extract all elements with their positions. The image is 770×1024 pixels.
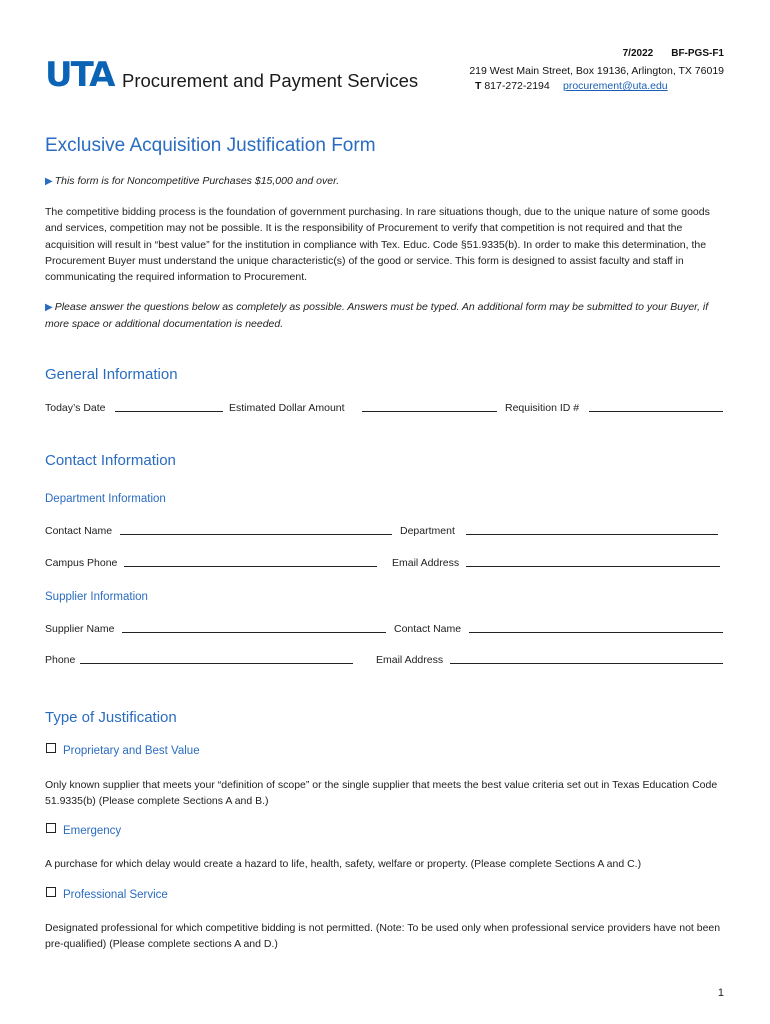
email-address-label: Email Address	[392, 557, 460, 569]
form-id-code: BF-PGS-F1	[671, 48, 724, 59]
professional-service-checkbox[interactable]	[46, 887, 56, 897]
professional-service-description: Designated professional for which competitive bidding is not permitted. (Note: To be used only when professional service providers have not been pre-qualified) (Please complete sections A and D.)	[45, 922, 721, 951]
estimated-amount-label: Estimated Dollar Amount	[229, 402, 345, 414]
campus-phone-field[interactable]	[124, 566, 377, 567]
supplier-contact-name-field[interactable]	[469, 632, 723, 633]
estimated-amount-field[interactable]	[362, 411, 497, 412]
form-code-block	[623, 48, 724, 59]
intro-paragraph: The competitive bidding process is the foundation of government purchasing. In rare situations though, due to the unique nature of some goods and services, competition may not be possible. It is the responsibility of Procurement to verify that competition is not required and that the acquisition will result in “best value” for the institution in compliance with Tex. Educ. Code §51.9335(b). In order to make this determination, the Procurement Buyer must understand the unique characteristic(s) of the good or service. This form is designed to assist faculty and staff in communicating the required information to Procurement.	[45, 206, 710, 284]
phone-prefix: T	[475, 80, 482, 92]
campus-phone-label: Campus Phone	[45, 557, 118, 569]
todays-date-label: Today’s Date	[45, 402, 106, 414]
general-info-heading: General Information	[45, 366, 178, 383]
email-address-field[interactable]	[466, 566, 720, 567]
note-threshold	[45, 173, 339, 190]
proprietary-checkbox[interactable]	[46, 743, 56, 753]
supplier-contact-name-label: Contact Name	[394, 623, 462, 635]
address: 219 West Main Street, Box 19136, Arlington, TX 76019	[469, 65, 724, 77]
emergency-description: A purchase for which delay would create a hazard to life, health, safety, welfare or property. (Please complete Sections A and C.)	[45, 858, 642, 870]
page-number: 1	[717, 987, 724, 999]
department-info-heading: Department Information	[45, 493, 166, 505]
form-date-code: 7/2022	[622, 48, 654, 59]
arrow-right-icon: ▶	[45, 176, 53, 187]
requisition-id-field[interactable]	[589, 411, 723, 412]
note-instructions	[45, 299, 725, 332]
contact-info-heading: Contact Information	[45, 452, 176, 469]
proprietary-label: Proprietary and Best Value	[63, 745, 200, 757]
note-threshold-text: This form is for Noncompetitive Purchases $15,000 and over.	[54, 175, 340, 187]
form-title: Exclusive Acquisition Justification Form	[45, 135, 376, 156]
requisition-id-label: Requisition ID #	[505, 402, 580, 414]
supplier-email-label: Email Address	[376, 654, 444, 666]
arrow-right-icon: ▶	[45, 302, 53, 313]
supplier-info-heading: Supplier Information	[45, 591, 148, 603]
uta-logo: UTA	[45, 55, 114, 95]
supplier-phone-label: Phone	[45, 654, 76, 666]
emergency-label: Emergency	[63, 825, 122, 837]
department-field[interactable]	[466, 534, 718, 535]
justification-heading: Type of Justification	[45, 709, 177, 726]
procurement-email-link[interactable]: procurement@uta.edu	[563, 80, 668, 92]
supplier-name-field[interactable]	[122, 632, 386, 633]
phone-number: 817-272-2194	[484, 80, 550, 92]
professional-service-label: Professional Service	[63, 889, 168, 901]
todays-date-field[interactable]	[115, 411, 223, 412]
supplier-email-field[interactable]	[450, 663, 723, 664]
contact-name-label: Contact Name	[45, 525, 113, 537]
department-label: Department	[400, 525, 455, 537]
department-name: Procurement and Payment Services	[122, 70, 419, 91]
note-instructions-text: Please answer the questions below as completely as possible. Answers must be typed. An additional form may be submitted to your Buyer, if more space or additional documentation is needed.	[45, 301, 709, 330]
proprietary-description: Only known supplier that meets your “definition of scope” or the single supplier that meets the best value criteria set out in Texas Education Code 51.9335(b) (Please complete Sections A and B.)	[45, 779, 718, 808]
supplier-phone-field[interactable]	[80, 663, 353, 664]
emergency-checkbox[interactable]	[46, 823, 56, 833]
supplier-name-label: Supplier Name	[45, 623, 115, 635]
contact-name-field[interactable]	[120, 534, 392, 535]
phone-block	[475, 80, 550, 92]
